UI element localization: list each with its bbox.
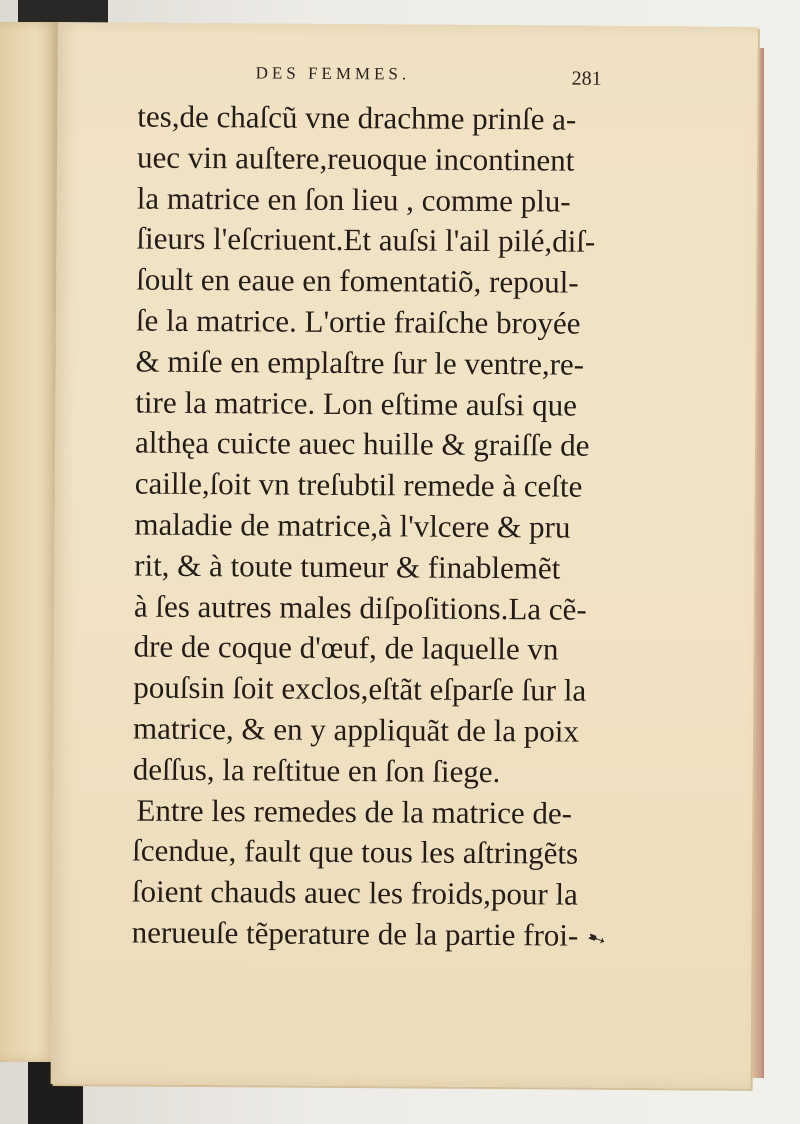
running-head: DES FEMMES. bbox=[255, 63, 411, 84]
text-line: uec vin auſtere,reuoque incontinent bbox=[136, 139, 575, 178]
text-line: rit, & à toute tumeur & finablemẽt bbox=[134, 547, 561, 586]
text-line: à ſes autres males diſpoſitions.La cẽ- bbox=[133, 588, 587, 627]
text-line: ſoient chauds auec les froids,pour la bbox=[131, 873, 578, 912]
text-line: la matrice en ſon lieu , comme plu- bbox=[136, 180, 571, 219]
text-line: ſe la matrice. L'ortie fraiſche broyée bbox=[135, 302, 581, 341]
text-line: caille,ſoit vn treſubtil remede à ceſte bbox=[134, 465, 583, 504]
text-line: nerueuſe tẽperature de la partie froi- bbox=[131, 914, 579, 953]
book-page bbox=[51, 22, 758, 1089]
text-line: althęa cuicte auec huille & graiſſe de bbox=[134, 424, 590, 464]
text-block bbox=[132, 97, 618, 957]
page-header bbox=[58, 60, 758, 95]
text-line: ſieurs l'eſcriuent.Et auſsi l'ail pilé,diſ- bbox=[136, 220, 596, 260]
text-line: Entre les remedes de la matrice de- bbox=[136, 792, 573, 831]
text-line: maladie de matrice,à l'vlcere & pru bbox=[134, 506, 571, 545]
page-number: 281 bbox=[571, 67, 602, 90]
text-line: ſcendue, fault que tous les aſtringẽts bbox=[132, 832, 579, 871]
text-line: tire la matrice. Lon eſtime auſsi que bbox=[135, 384, 578, 423]
text-line: tes,de chaſcũ vne drachme prinſe a- bbox=[137, 98, 577, 137]
text-line: dre de coque d'œuf, de laquelle vn bbox=[133, 628, 559, 667]
text-line: ſoult en eaue en fomentatiõ, repoul- bbox=[136, 261, 579, 300]
text-line: matrice, & en y appliquãt de la poix bbox=[132, 710, 580, 749]
text-line: deſſus, la reſtitue en ſon ſiege. bbox=[132, 751, 501, 789]
text-line: & miſe en emplaſtre ſur le ventre,re- bbox=[135, 343, 585, 382]
text-line: pouſsin ſoit exclos,eſtãt eſparſe ſur la bbox=[133, 669, 587, 708]
catchword-mark-icon: ➸ bbox=[584, 923, 611, 954]
